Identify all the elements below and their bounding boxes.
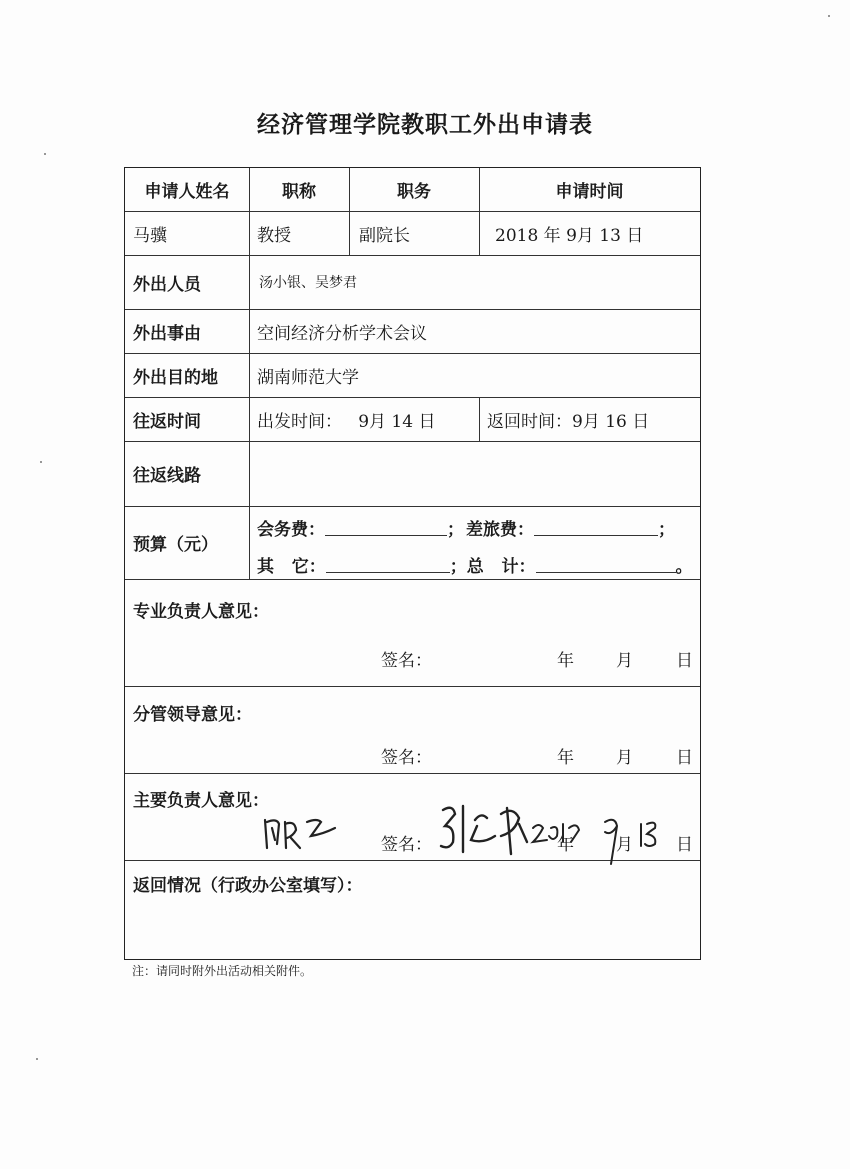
personnel-value: 汤小银、吴梦君 — [259, 275, 357, 291]
main-sign-month: 月 — [616, 835, 633, 855]
row-divider — [125, 686, 700, 687]
division-sign-day: 日 — [676, 748, 693, 768]
personnel-label: 外出人员 — [133, 274, 201, 295]
route-label: 往返线路 — [133, 466, 201, 486]
budget-line-1 — [257, 514, 675, 540]
major-sign-label: 签名： — [381, 651, 432, 671]
header-title: 职称 — [282, 182, 316, 202]
scan-speck — [828, 15, 830, 17]
budget-separator: ； — [447, 519, 464, 540]
application-form — [124, 167, 701, 960]
division-sign-label: 签名： — [381, 748, 432, 768]
col-divider — [479, 397, 480, 441]
header-position: 职务 — [397, 182, 431, 202]
page-title: 经济管理学院教职工外出申请表 — [257, 112, 593, 138]
division-sign-month: 月 — [616, 748, 633, 768]
budget-separator: ； — [658, 519, 675, 540]
applicant-position: 副院长 — [359, 225, 410, 246]
main-sign-label: 签名： — [381, 835, 432, 855]
major-sign-day: 日 — [676, 651, 693, 671]
budget-line-2 — [257, 551, 693, 577]
applicant-title: 教授 — [257, 225, 291, 246]
travel-fee-label: 差旅费： — [466, 519, 534, 540]
other-fee-blank — [326, 556, 450, 573]
reason-value: 空间经济分析学术会议 — [257, 323, 427, 344]
return-situation-label: 返回情况（行政办公室填写）： — [133, 875, 363, 896]
total-label: 总 计： — [466, 556, 536, 577]
header-date: 申请时间 — [555, 182, 624, 202]
budget-separator: ； — [449, 556, 467, 577]
handwritten-approval — [255, 808, 350, 858]
depart-time: 出发时间： 9月 14 日 — [257, 411, 436, 432]
main-sign-year: 年 — [557, 835, 574, 855]
division-sign-year: 年 — [557, 748, 574, 768]
meeting-fee-label: 会务费： — [257, 519, 325, 540]
budget-end: 。 — [675, 556, 693, 577]
major-sign-year: 年 — [557, 651, 574, 671]
main-opinion-label: 主要负责人意见： — [133, 790, 269, 811]
header-name: 申请人姓名 — [144, 182, 230, 202]
scan-speck — [36, 1058, 38, 1060]
budget-label: 预算（元） — [133, 535, 218, 555]
travel-fee-blank — [534, 519, 658, 536]
major-opinion-label: 专业负责人意见： — [133, 601, 269, 622]
destination-value: 湖南师范大学 — [257, 367, 359, 388]
scan-speck — [44, 153, 46, 155]
destination-label: 外出目的地 — [133, 367, 218, 388]
applicant-name: 马骥 — [133, 225, 167, 246]
handwritten-signature — [435, 796, 675, 868]
other-fee-label: 其 它： — [257, 556, 326, 577]
division-opinion-label: 分管领导意见： — [133, 704, 252, 725]
col-divider — [249, 168, 250, 579]
return-time: 返回时间：9月 16 日 — [487, 411, 650, 432]
application-date: 2018 年 9月 13 日 — [495, 225, 644, 246]
row-divider — [125, 773, 700, 774]
scan-speck — [40, 461, 42, 463]
main-sign-day: 日 — [676, 835, 693, 855]
reason-label: 外出事由 — [133, 323, 201, 344]
row-divider — [125, 579, 700, 580]
meeting-fee-blank — [325, 519, 447, 536]
footnote: 注：请同时附外出活动相关附件。 — [132, 964, 313, 978]
trip-time-label: 往返时间 — [133, 411, 201, 432]
major-sign-month: 月 — [616, 651, 633, 671]
total-blank — [536, 556, 676, 573]
